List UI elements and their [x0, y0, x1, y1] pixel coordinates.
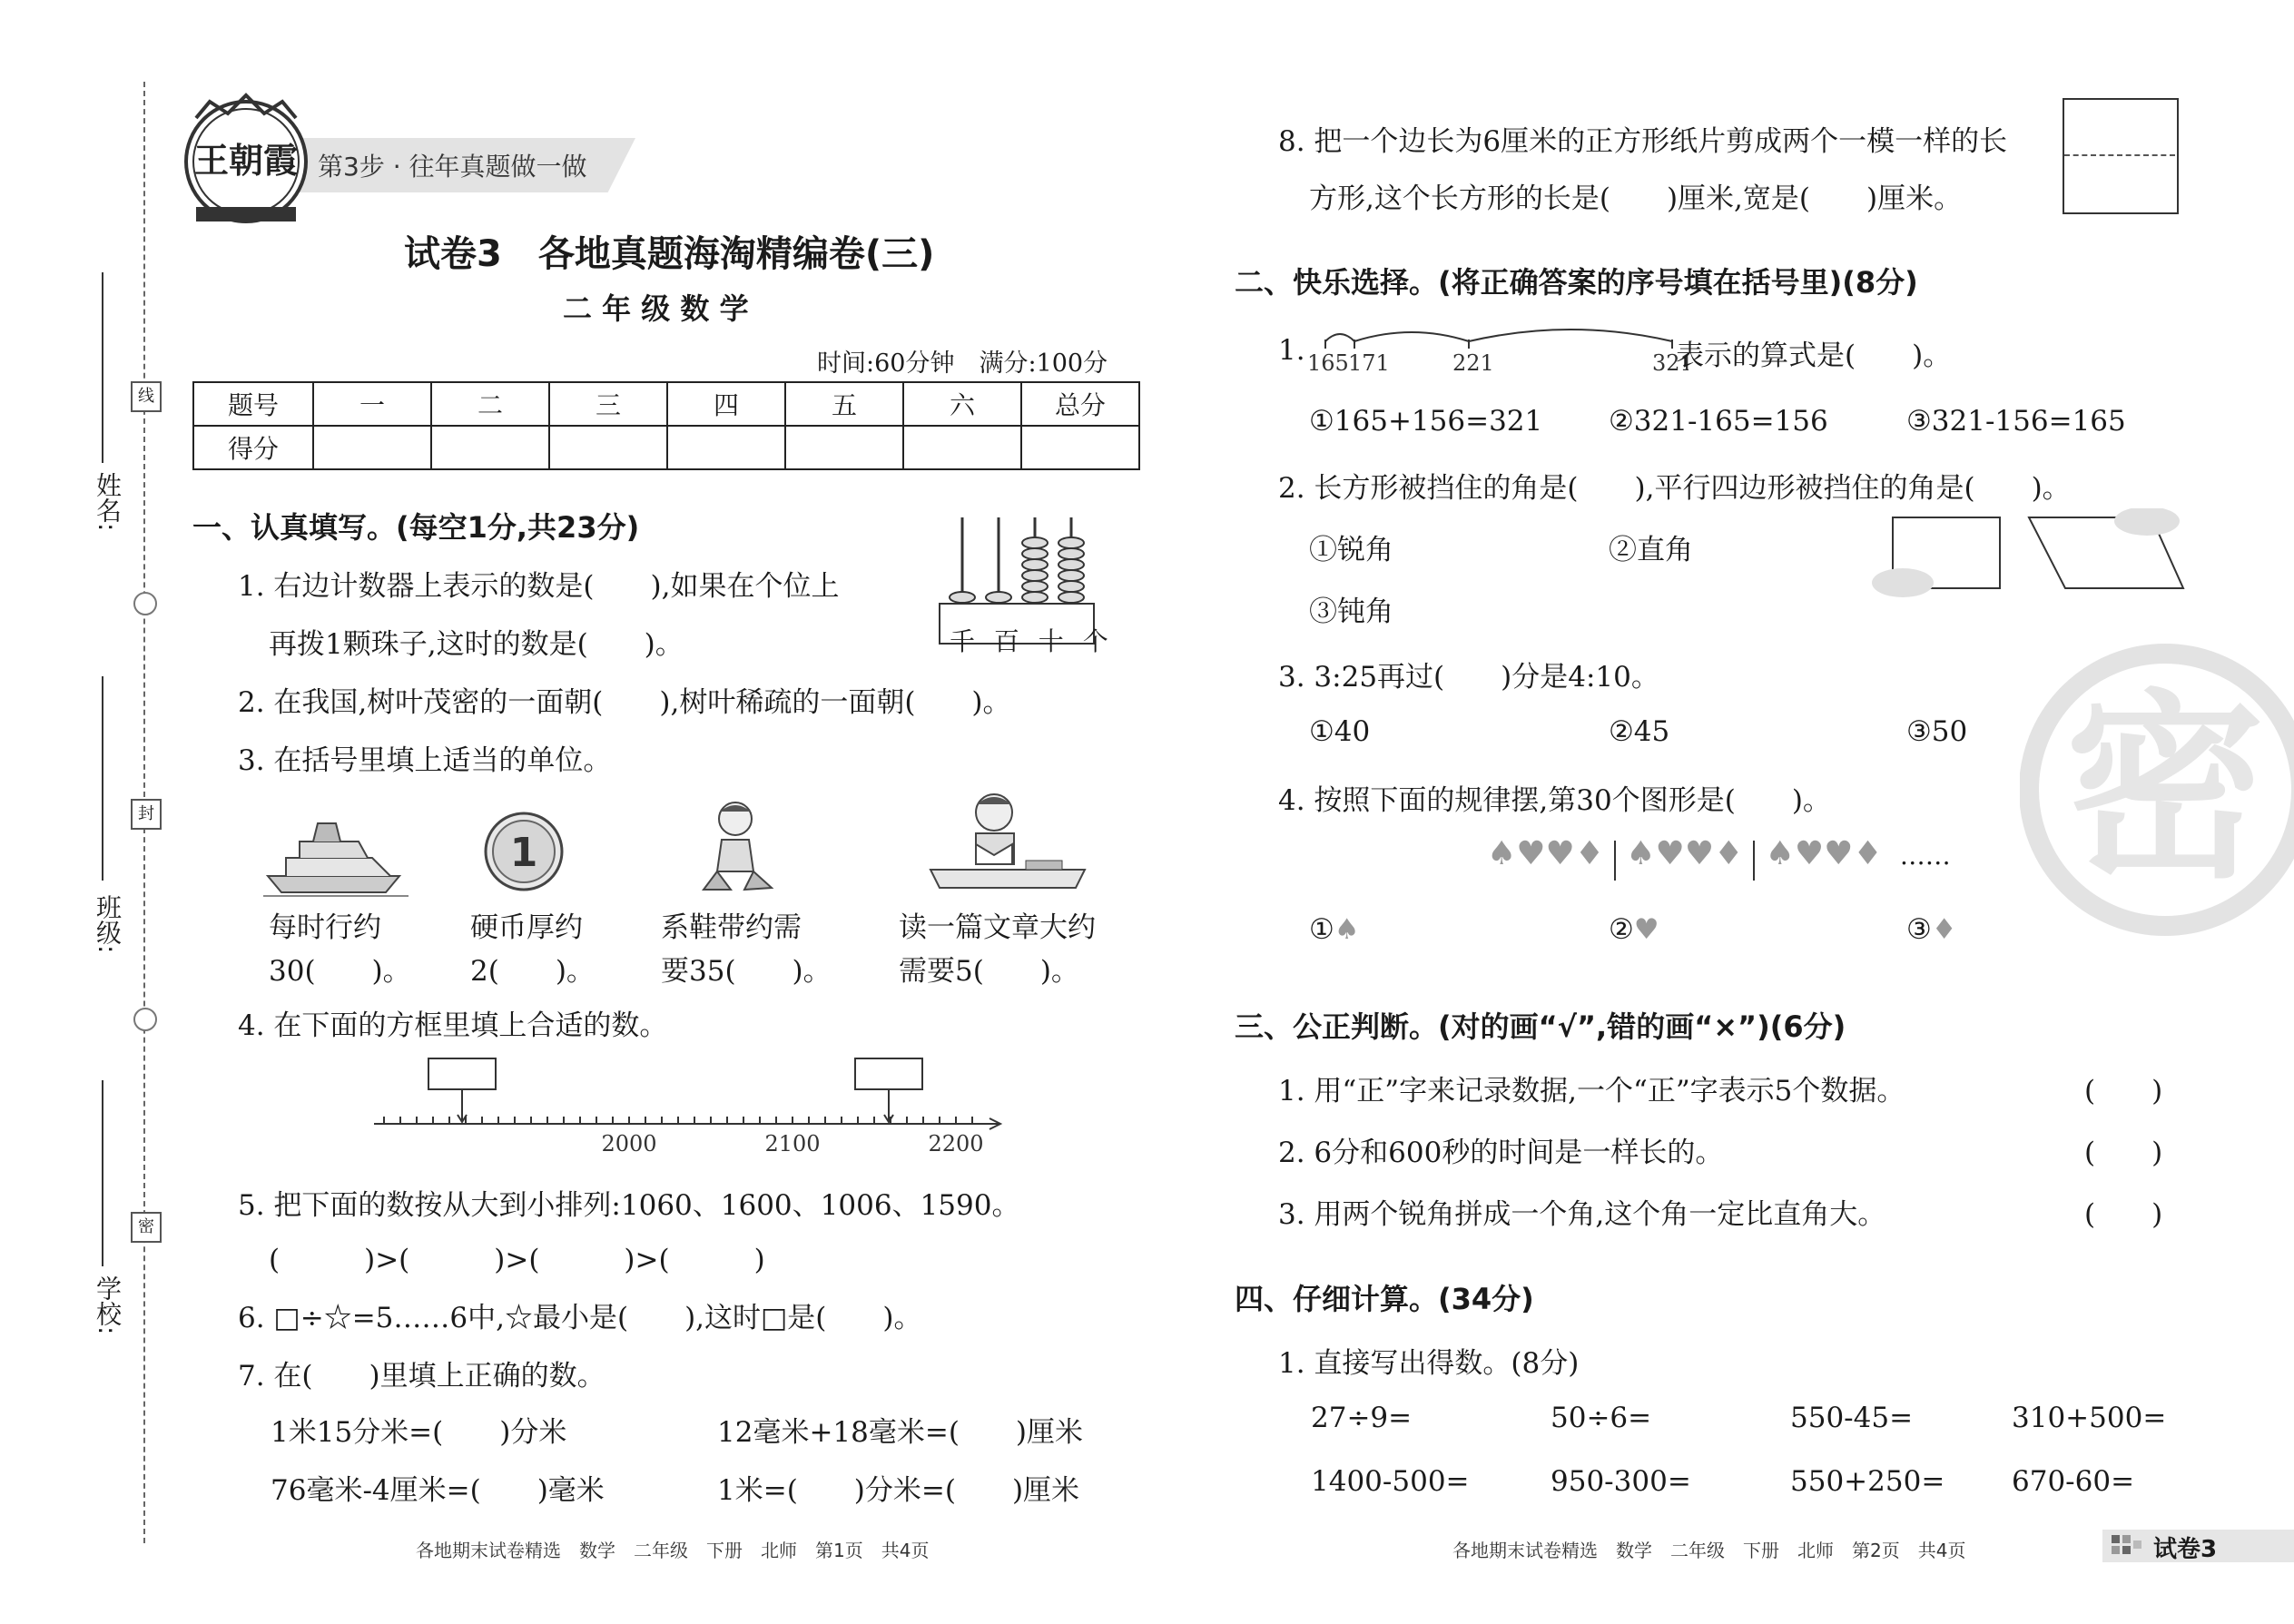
table-cell: 一 [313, 382, 431, 426]
pattern-ellipsis: …… [1899, 841, 1951, 871]
s2-q1-option-2[interactable]: ②321-165=156 [1609, 405, 1828, 438]
score-cell[interactable] [667, 426, 785, 469]
square-cut-line [2064, 154, 2175, 156]
binding-ornament-2 [133, 1008, 157, 1031]
s1-q7-item-4: 1米=( )分米=( )厘米 [717, 1474, 1080, 1507]
pattern-group-3: ♠♥♥♦ [1765, 835, 1883, 872]
numberline-label-2200: 2200 [928, 1131, 984, 1153]
unit-item-1-line1: 每时行约 [269, 911, 381, 944]
page-title: 试卷3 各地真题海淘精编卷(三) [404, 233, 935, 275]
diamond-icon: ♦ [1931, 913, 1957, 946]
jump-diagram [1307, 318, 1689, 376]
table-cell: 二 [431, 382, 549, 426]
calc-7[interactable]: 550+250= [1790, 1465, 1945, 1498]
calc-3[interactable]: 550-45= [1790, 1402, 1914, 1434]
s2-q4-option-3[interactable]: ③♦ [1906, 913, 1957, 946]
s1-q6: 6. □÷☆=5……6中,☆最小是( ),这时□是( )。 [238, 1302, 922, 1334]
s1-q8-line1: 8. 把一个边长为6厘米的正方形纸片剪成两个一模一样的长 [1278, 125, 2008, 158]
table-cell: 总分 [1021, 382, 1139, 426]
s1-q5: 5. 把下面的数按从大到小排列:1060、1600、1006、1590。 [238, 1189, 1020, 1222]
school-line[interactable] [102, 1080, 103, 1266]
s3-item-2: 2. 6分和600秒的时间是一样长的。 [1278, 1137, 1724, 1169]
unit-item-2-line2: 2( )。 [470, 955, 595, 988]
s2-q3: 3. 3:25再过( )分是4:10。 [1278, 661, 1659, 694]
calc-4[interactable]: 310+500= [2012, 1402, 2167, 1434]
s2-q2-option-1[interactable]: ①锐角 [1309, 534, 1393, 566]
s2-q2: 2. 长方形被挡住的角是( ),平行四边形被挡住的角是( )。 [1278, 472, 2071, 505]
numberline-answer-box-2 [855, 1058, 922, 1089]
seal-char-3: 密 [131, 1212, 162, 1243]
watermark-char: 密 [2064, 673, 2266, 905]
time-info: 时间:60分钟 满分:100分 [817, 349, 1108, 378]
s2-q3-option-3[interactable]: ③50 [1906, 715, 1968, 748]
footer-left: 各地期末试卷精选 数学 二年级 下册 北师 第1页 共4页 [416, 1540, 930, 1561]
score-cell[interactable] [785, 426, 903, 469]
jump-label-221: 221 [1452, 350, 1494, 372]
seal-char-1: 线 [131, 381, 162, 412]
s2-q4-option-1[interactable]: ①♠ [1309, 913, 1360, 946]
s2-q1-num: 1. [1278, 334, 1305, 367]
binding-ornament-1 [133, 592, 157, 615]
step-label: 第3步 · 往年真题做一做 [318, 152, 587, 182]
jump-label-321: 321 [1652, 350, 1689, 372]
abacus-labels: 千 百 十 个 [950, 626, 1114, 656]
score-cell[interactable] [903, 426, 1021, 469]
calc-8[interactable]: 670-60= [2012, 1465, 2135, 1498]
class-label: 班级: [93, 894, 123, 954]
school-label: 学校: [93, 1275, 123, 1335]
s1-q7-item-2: 12毫米+18毫米=( )厘米 [717, 1416, 1084, 1449]
table-cell: 题号 [193, 382, 313, 426]
score-cell[interactable] [1021, 426, 1139, 469]
unit-item-4-line2: 需要5( )。 [899, 955, 1079, 988]
coin-value: 1 [509, 830, 538, 876]
s3-answer-blank-3[interactable]: ( ) [2084, 1198, 2163, 1231]
footer-right: 各地期末试卷精选 数学 二年级 下册 北师 第2页 共4页 [1452, 1540, 1966, 1561]
s4-sub1: 1. 直接写出得数。(8分) [1278, 1347, 1580, 1380]
s3-item-3: 3. 用两个锐角拼成一个角,这个角一定比直角大。 [1278, 1198, 1886, 1231]
s1-q1-line1: 1. 右边计数器上表示的数是( ),如果在个位上 [238, 570, 840, 603]
section1-heading: 一、认真填写。(每空1分,共23分) [192, 510, 640, 545]
section4-heading: 四、仔细计算。(34分) [1235, 1282, 1534, 1316]
section2-heading: 二、快乐选择。(将正确答案的序号填在括号里)(8分) [1235, 265, 1918, 300]
score-cell[interactable] [313, 426, 431, 469]
numberline-label-2000: 2000 [601, 1131, 657, 1153]
score-table [192, 381, 1140, 470]
score-label: 得分 [193, 426, 313, 469]
page-subtitle: 二 年 级 数 学 [563, 291, 749, 326]
s1-q3: 3. 在括号里填上适当的单位。 [238, 744, 612, 777]
jump-label-165: 165 [1307, 350, 1349, 372]
s3-answer-blank-1[interactable]: ( ) [2084, 1075, 2163, 1107]
name-line[interactable] [102, 272, 103, 463]
calc-6[interactable]: 950-300= [1551, 1465, 1691, 1498]
score-cell[interactable] [431, 426, 549, 469]
s2-q1-option-3[interactable]: ③321-156=165 [1906, 405, 2126, 438]
s2-q1-text: 表示的算式是( )。 [1676, 340, 1952, 372]
covered-shapes-figure [1870, 508, 2188, 603]
table-cell: 四 [667, 382, 785, 426]
spade-icon: ♠ [1334, 913, 1360, 946]
ship-image [263, 812, 409, 902]
pattern-group-2: ♠♥♥♦ [1626, 835, 1744, 872]
table-cell: 五 [785, 382, 903, 426]
jump-label-171: 171 [1348, 350, 1390, 372]
s1-q7-item-3: 76毫米-4厘米=( )毫米 [271, 1474, 605, 1507]
pattern-separator-2 [1753, 841, 1755, 881]
score-table-score-row [193, 426, 1139, 469]
score-cell[interactable] [549, 426, 667, 469]
pattern-row [1487, 835, 1951, 881]
unit-item-1-line2: 30( )。 [269, 955, 411, 988]
s1-q8-line2: 方形,这个长方形的长是( )厘米,宽是( )厘米。 [1309, 182, 1963, 215]
section3-heading: 三、公正判断。(对的画“√”,错的画“×”)(6分) [1235, 1009, 1846, 1044]
s2-q3-option-2[interactable]: ②45 [1609, 715, 1670, 748]
class-line[interactable] [102, 676, 103, 881]
seal-char-2: 封 [131, 799, 162, 830]
unit-item-4-line1: 读一篇文章大约 [899, 911, 1096, 944]
unit-item-2-line1: 硬币厚约 [470, 911, 583, 944]
s1-q4: 4. 在下面的方框里填上合适的数。 [238, 1009, 668, 1042]
s2-q2-option-3[interactable]: ③钝角 [1309, 595, 1393, 628]
square-figure [2063, 98, 2179, 214]
child-reading-image [926, 790, 1089, 898]
coin-image [483, 808, 565, 902]
numberline-answer-box-1 [428, 1058, 496, 1089]
s1-q1-line2: 再拨1颗珠子,这时的数是( )。 [269, 628, 684, 661]
s2-q4: 4. 按照下面的规律摆,第30个图形是( )。 [1278, 784, 1831, 817]
unit-item-3-line1: 系鞋带约需 [661, 911, 802, 944]
s1-q2: 2. 在我国,树叶茂密的一面朝( ),树叶稀疏的一面朝( )。 [238, 686, 1011, 719]
child-tying-shoes-image [694, 799, 785, 902]
footer-badge: 试卷3 [2153, 1536, 2218, 1563]
unit-item-3-line2: 要35( )。 [661, 955, 832, 988]
pattern-group-1: ♠♥♥♦ [1487, 835, 1605, 872]
table-cell: 三 [549, 382, 667, 426]
s1-q5-blanks[interactable]: ( )>( )>( )>( ) [269, 1244, 765, 1276]
s3-item-1: 1. 用“正”字来记录数据,一个“正”字表示5个数据。 [1278, 1075, 1905, 1107]
s2-q1-option-1[interactable]: ①165+156=321 [1309, 405, 1543, 438]
numberline-label-2100: 2100 [764, 1131, 821, 1153]
s3-answer-blank-2[interactable]: ( ) [2084, 1137, 2163, 1169]
score-table-header-row [193, 382, 1139, 426]
footer-badge-squares [2112, 1535, 2144, 1560]
logo [178, 91, 314, 231]
heart-icon: ♥ [1633, 913, 1659, 946]
pattern-separator-1 [1614, 841, 1616, 881]
number-line [372, 1053, 1008, 1156]
calc-5[interactable]: 1400-500= [1311, 1465, 1470, 1498]
s2-q3-option-1[interactable]: ①40 [1309, 715, 1371, 748]
s1-q7: 7. 在( )里填上正确的数。 [238, 1360, 605, 1393]
watermark [2020, 640, 2294, 943]
name-label: 姓名: [93, 472, 123, 532]
calc-1[interactable]: 27÷9= [1311, 1402, 1413, 1434]
table-cell: 六 [903, 382, 1021, 426]
calc-2[interactable]: 50÷6= [1551, 1402, 1652, 1434]
logo-text: 王朝霞 [193, 140, 299, 181]
s2-q2-option-2[interactable]: ②直角 [1609, 534, 1693, 566]
s1-q7-item-1: 1米15分米=( )分米 [271, 1416, 567, 1449]
s2-q4-option-2[interactable]: ②♥ [1609, 913, 1659, 946]
